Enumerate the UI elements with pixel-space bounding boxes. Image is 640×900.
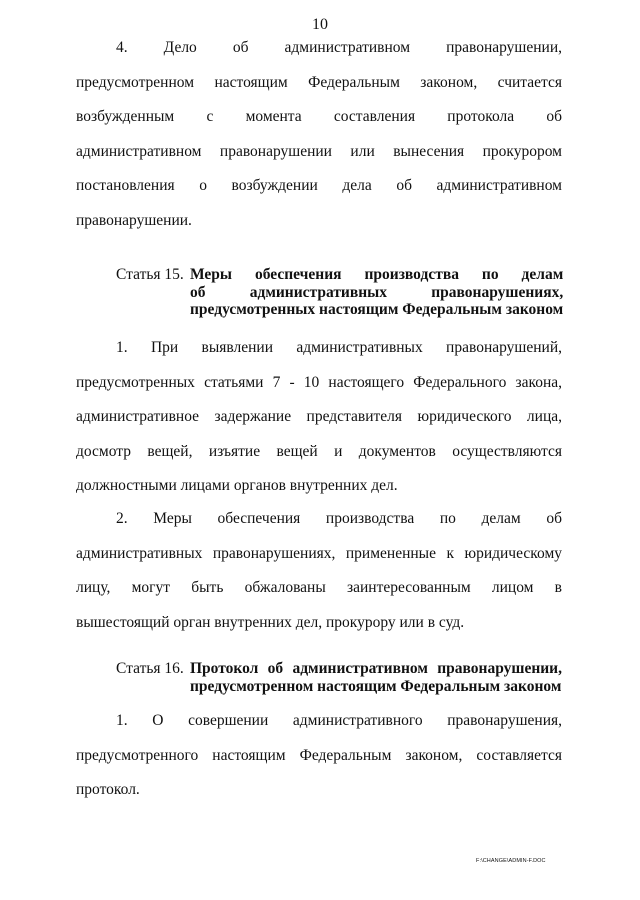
- text-line: правонарушении.: [76, 211, 192, 229]
- text-line: лицу, могут быть обжалованы заинтересованным лицом в: [76, 579, 562, 596]
- text-line: протокол.: [76, 781, 140, 798]
- text-line: предусмотренном настоящим Федеральным законом, считается: [76, 73, 562, 91]
- article-15-paragraph-2: [76, 502, 562, 640]
- text-line: должностными лицами органов внутренних дел.: [76, 477, 398, 494]
- text-line: 1. При выявлении административных правонарушений,: [116, 339, 562, 356]
- article-16-heading: [116, 660, 562, 695]
- article-16-paragraph-1: [76, 704, 562, 808]
- text-line: предусмотренного настоящим Федеральным законом, составляется: [76, 746, 562, 764]
- text-line: административном правонарушении или вынесения прокурором: [76, 142, 562, 160]
- text-line: постановления о возбуждении дела об административном: [76, 177, 562, 194]
- paragraph-4: [76, 31, 562, 238]
- text-line: предусмотренных статьями 7 - 10 настоящего Федерального закона,: [76, 373, 562, 391]
- text-line: административное задержание представителя юридического лица,: [76, 408, 562, 425]
- article-title-line: предусмотренном настоящим Федеральным законом: [190, 677, 562, 695]
- article-title-line: предусмотренных настоящим Федеральным законом: [190, 301, 564, 318]
- article-title: [190, 266, 563, 319]
- article-title-line: Меры обеспечения производства по делам: [190, 266, 564, 283]
- text-line: возбужденным с момента составления протокола об: [76, 108, 562, 125]
- article-title: [190, 660, 562, 695]
- text-line: 2. Меры обеспечения производства по делам об: [116, 510, 562, 527]
- text-line: вышестоящий орган внутренних дел, прокурору или в суд.: [76, 613, 465, 631]
- text-line: административных правонарушениях, примененные к юридическому: [76, 544, 562, 562]
- article-number: Статья 15.: [116, 266, 184, 283]
- article-15-paragraph-1: [76, 331, 562, 504]
- article-number: Статья 16.: [116, 660, 184, 677]
- article-title-line: об административных правонарушениях,: [190, 283, 564, 301]
- page-number: 10: [312, 16, 328, 33]
- article-title-line: Протокол об административном правонарушении,: [190, 660, 562, 677]
- text-line: 4. Дело об административном правонарушении,: [116, 39, 562, 56]
- file-path-footer: F:\CHANGE\ADMIN-F.DOC: [476, 858, 546, 864]
- article-15-heading: [116, 266, 562, 319]
- text-line: досмотр вещей, изъятие вещей и документов осуществляются: [76, 442, 562, 460]
- text-line: 1. О совершении административного правонарушения,: [116, 712, 562, 729]
